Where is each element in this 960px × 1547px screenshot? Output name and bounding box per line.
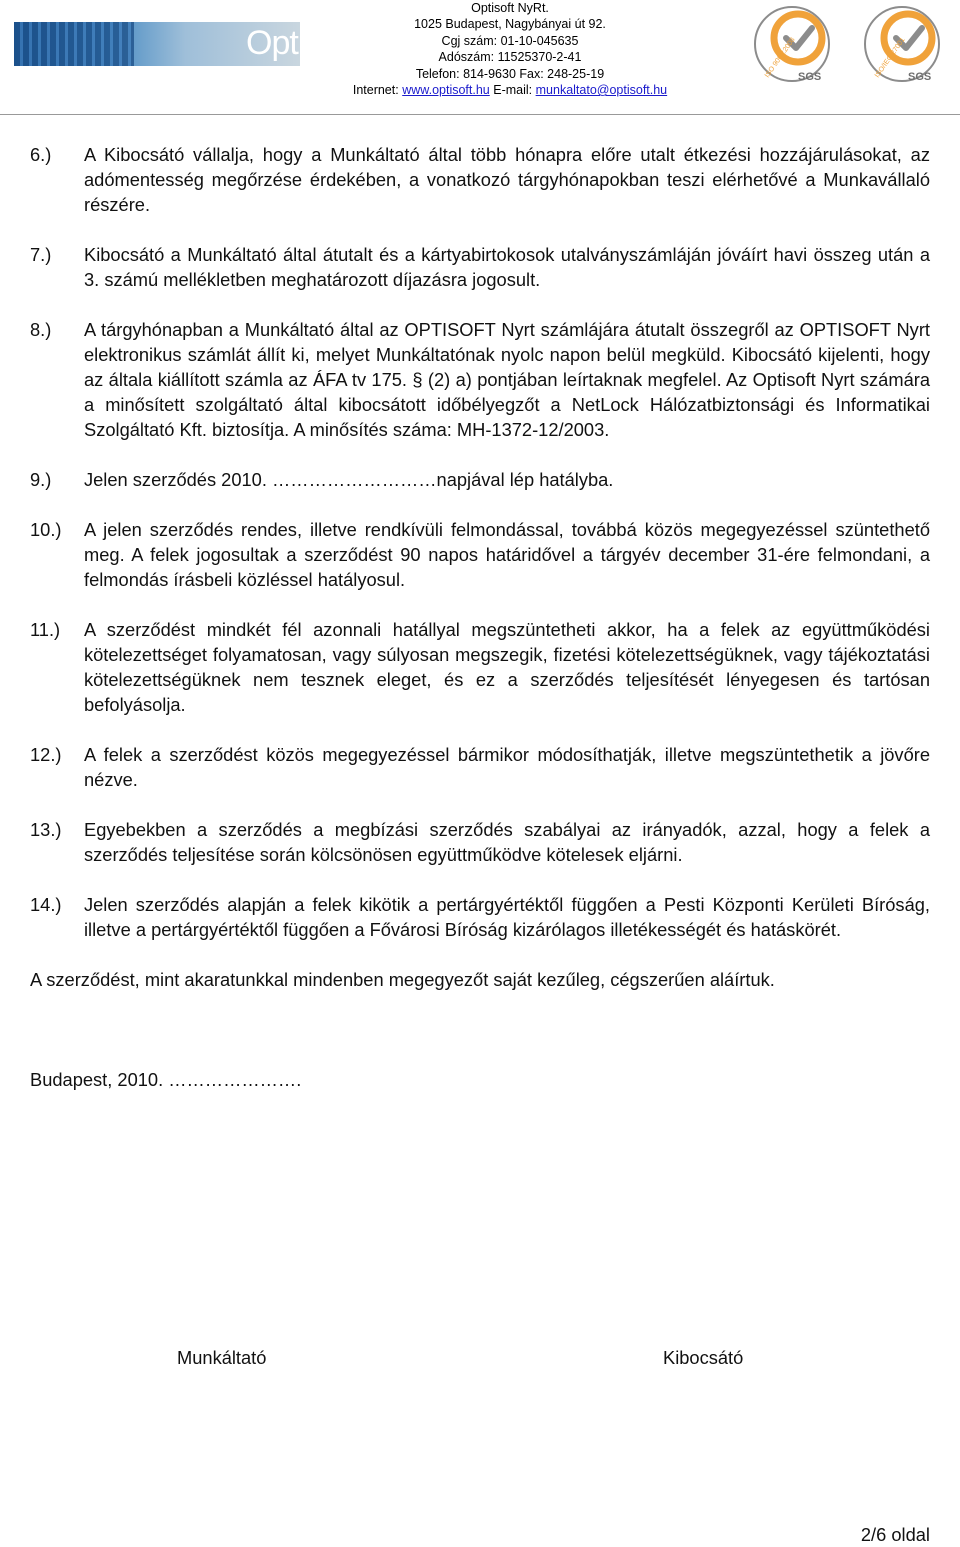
iso-9001-seal bbox=[752, 4, 832, 86]
closing-statement: A szerződést, mint akaratunkkal mindenben megegyezőt saját kezűleg, cégszerűen aláírtuk. bbox=[30, 969, 775, 990]
company-name: Optisoft NyRt. bbox=[471, 1, 549, 15]
clause-number: 6.) bbox=[30, 144, 52, 165]
clause-text: Jelen szerződés 2010. ………………………napjával lép hatályba. bbox=[84, 469, 614, 490]
clause-text: A tárgyhónapban a Munkáltató által az OPTISOFT Nyrt számlájára átutalt összegről az OPTISOFT Nyrt elektronikus számlát állít ki, melyet Munkáltatónak nyolc napon belül megküld. Kibocsátó kijelenti, hogy az általa kiállított számla az ÁFA tv 175. § (2) a) pontjában leírtaknak megfelel. Az Optisoft Nyrt számára a minősített szolgáltató által kibocsátott időbélyegzőt a NetLock Hálózatbiztonsági és Informatikai Szolgáltató Kft. biztosítja. A minősítés száma: MH-1372-12/2003. bbox=[84, 319, 930, 440]
clause-14 bbox=[30, 892, 930, 942]
clause-number: 13.) bbox=[30, 819, 62, 840]
company-tax-number: Adószám: 11525370-2-41 bbox=[438, 50, 582, 65]
signature-employer: Munkáltató bbox=[177, 1347, 267, 1368]
logo-stripes bbox=[14, 22, 134, 66]
clause-number: 11.) bbox=[30, 619, 61, 640]
clause-11 bbox=[30, 617, 930, 717]
clause-text: Jelen szerződés alapján a felek kikötik a pertárgyértéktől függően a Pesti Központi Kerületi Bíróság, illetve a pertárgyértéktől függően a Fővárosi Bíróság kizárólagos illetékességét és hatáskörét. bbox=[84, 894, 930, 940]
clause-text: A felek a szerződést közös megegyezéssel bármikor módosíthatják, illetve megszüntethetik a jövőre nézve. bbox=[84, 744, 930, 790]
company-info bbox=[330, 0, 690, 98]
signature-issuer: Kibocsátó bbox=[663, 1347, 744, 1368]
clause-12 bbox=[30, 742, 930, 792]
place-and-date: Budapest, 2010. …………………. bbox=[30, 1069, 302, 1090]
clause-7 bbox=[30, 242, 930, 292]
clause-text: A jelen szerződés rendes, illetve rendkívüli felmondással, továbbá közös megegyezéssel szüntethető meg. A felek jogosultak a szerződést 90 napos határidővel a tárgyév december 31-ére felmondani, a felmondás írásbeli közléssel hatályosul. bbox=[84, 519, 930, 590]
clause-number: 8.) bbox=[30, 319, 52, 340]
clause-9 bbox=[30, 467, 930, 492]
clause-number: 7.) bbox=[30, 244, 52, 265]
seal1-text: ISO 9001:2008 bbox=[763, 36, 797, 80]
header-divider bbox=[0, 114, 960, 115]
internet-label: Internet: bbox=[352, 83, 399, 98]
clause-text: A Kibocsátó vállalja, hogy a Munkáltató által több hónapra előre utalt étkezési hozzájárulásokat, az adómentesség megőrzése érdekében, a vonatkozó tárgyhónapokban teszi elérhetővé a Munkavállaló részére. bbox=[84, 144, 930, 215]
clause-text: A szerződést mindkét fél azonnali hatállyal megszüntetheti akkor, ha a felek az együttműködési kötelezettséget folyamatosan, vagy súlyosan megszegik, fizetési kötelezettségüknek, vagy tájékoztatási kötelezettségüknek nem tesznek eleget, és ez a szerződés teljesítését lényegesen és tartósan befolyásolja. bbox=[84, 619, 930, 715]
clause-number: 14.) bbox=[30, 894, 62, 915]
clause-text: Egyebekben a szerződés a megbízási szerződés szabályai az irányadók, azzal, hogy a felek a szerződés teljesítése során kölcsönösen együttműködve kötelesek eljárni. bbox=[84, 819, 930, 865]
clause-13 bbox=[30, 817, 930, 867]
seal1-brand: SGS bbox=[798, 71, 822, 83]
company-address: 1025 Budapest, Nagybányai út 92. bbox=[414, 17, 606, 32]
letterhead bbox=[0, 0, 960, 115]
seal2-brand: SGS bbox=[908, 71, 932, 83]
company-phone-fax: Telefon: 814-9630 Fax: 248-25-19 bbox=[415, 66, 605, 81]
email-label: E-mail: bbox=[493, 83, 533, 98]
clause-number: 12.) bbox=[30, 744, 62, 765]
company-registration: Cgj szám: 01-10-045635 bbox=[441, 33, 579, 48]
clause-number: 10.) bbox=[30, 519, 62, 540]
clause-number: 9.) bbox=[30, 469, 52, 490]
email-link[interactable]: munkaltato@optisoft.hu bbox=[535, 83, 668, 98]
clause-6 bbox=[30, 142, 930, 217]
company-contact-line bbox=[330, 82, 690, 98]
clause-8 bbox=[30, 317, 930, 442]
logo-text: Opti bbox=[246, 24, 305, 62]
opti-logo bbox=[14, 22, 305, 66]
seal2-text: ISO/IEC 27001 bbox=[873, 36, 907, 80]
website-link[interactable]: www.optisoft.hu bbox=[402, 83, 490, 98]
clause-10 bbox=[30, 517, 930, 592]
contract-body bbox=[30, 142, 930, 1092]
iso-27001-seal bbox=[862, 4, 942, 86]
clause-text: Kibocsátó a Munkáltató által átutalt és a kártyabirtokosok utalványszámláján jóváírt havi összeg után a 3. számú mellékletben meghatározott díjazásra jogosult. bbox=[84, 244, 930, 290]
page-number: 2/6 oldal bbox=[860, 1524, 930, 1545]
